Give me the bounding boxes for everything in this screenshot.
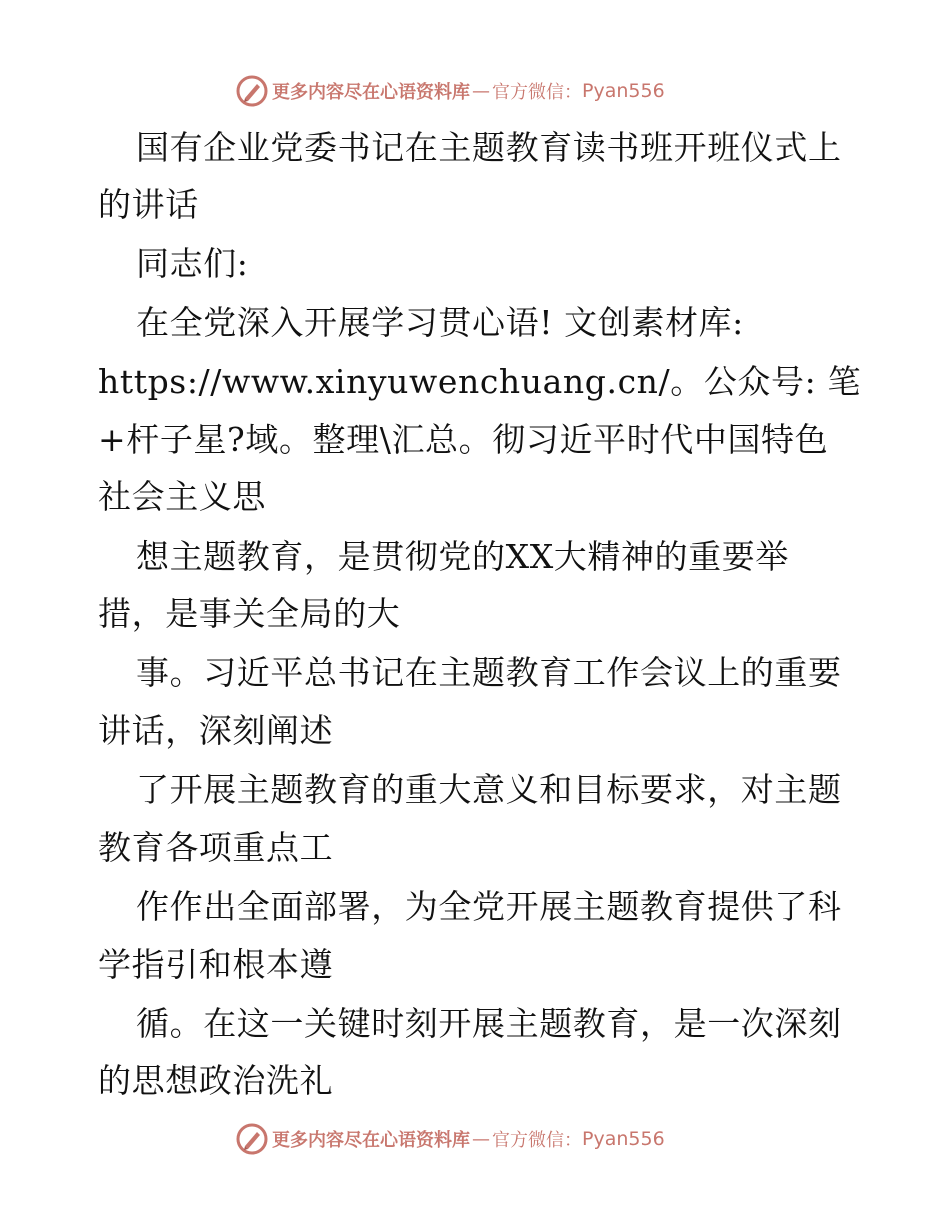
watermark-dash: — bbox=[472, 80, 490, 102]
paragraph-line: 想主题教育，是贯彻党的XX大精神的重要举 bbox=[136, 537, 789, 576]
paragraph-line: 作作出全面部署，为全党开展主题教育提供了科 bbox=[136, 887, 842, 926]
watermark-text: 更多内容尽在心语资料库 bbox=[272, 1130, 470, 1151]
watermark-wechat-label: 官方微信： bbox=[492, 1130, 582, 1151]
pen-circle-icon bbox=[236, 1123, 268, 1155]
watermark-text: 更多内容尽在心语资料库 bbox=[272, 82, 470, 103]
paragraph-line: 在全党深入开展学习贯心语! 文创素材库: bbox=[136, 303, 744, 342]
paragraph-line: 措，是事关全局的大 bbox=[98, 594, 401, 633]
paragraph-line: 教育各项重点工 bbox=[98, 828, 334, 867]
title-line-2: 的讲话 bbox=[98, 185, 199, 224]
header-watermark bbox=[236, 74, 665, 108]
pen-circle-icon bbox=[236, 75, 268, 107]
paragraph-line: +杆子星?域。整理\汇总。彻习近平时代中国特色 bbox=[98, 420, 829, 459]
watermark-dash: — bbox=[472, 1128, 490, 1150]
paragraph-line: 事。习近平总书记在主题教育工作会议上的重要 bbox=[136, 653, 842, 692]
salutation: 同志们: bbox=[136, 244, 249, 283]
paragraph-line: 社会主义思 bbox=[98, 477, 266, 516]
watermark-wechat-id: Pyan556 bbox=[582, 1128, 665, 1150]
title-line-1: 国有企业党委书记在主题教育读书班开班仪式上 bbox=[136, 128, 842, 167]
footer-watermark bbox=[236, 1122, 665, 1156]
paragraph-line: 了开展主题教育的重大意义和目标要求，对主题 bbox=[136, 770, 842, 809]
paragraph-line: https://www.xinyuwenchuang.cn/。公众号: 笔 bbox=[98, 362, 862, 401]
watermark-wechat-label: 官方微信： bbox=[492, 82, 582, 103]
paragraph-line: 学指引和根本遵 bbox=[98, 945, 334, 984]
watermark-wechat-id: Pyan556 bbox=[582, 80, 665, 102]
paragraph-line: 的思想政治洗礼 bbox=[98, 1061, 334, 1100]
paragraph-line: 讲话，深刻阐述 bbox=[98, 711, 334, 750]
paragraph-line: 循。在这一关键时刻开展主题教育，是一次深刻 bbox=[136, 1004, 842, 1043]
